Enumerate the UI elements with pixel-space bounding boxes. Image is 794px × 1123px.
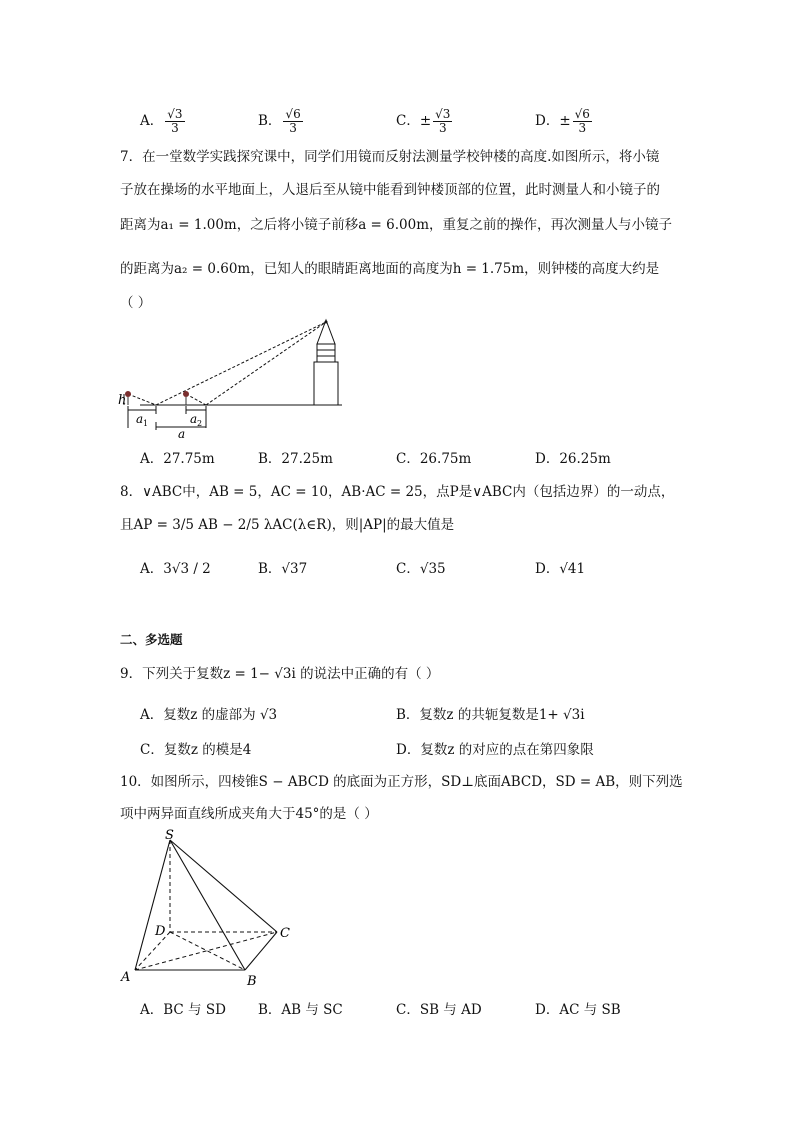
option-text: 27.75m	[163, 451, 215, 467]
q10-line-2: 项中两异面直线所成夹角大于45°的是（ ）	[120, 806, 378, 822]
denominator: 3	[171, 121, 179, 135]
numerator: √3	[435, 107, 451, 121]
q8-option-b	[258, 557, 307, 577]
q7-line-4: 的距离为a₂ = 0.60m，已知人的眼睛距离地面的高度为h = 1.75m，则钟楼的高度大约是	[120, 261, 660, 277]
label-a1-sub: 1	[143, 419, 149, 428]
option-text: √41	[559, 561, 586, 577]
option-letter: C．	[140, 742, 164, 758]
q8-line-2: 且AP = 3/5 AB − 2/5 λAC(λ∈R)，则|AP|的最大值是	[120, 517, 455, 533]
option-letter: B．	[258, 561, 282, 577]
option-text: 26.25m	[559, 451, 611, 467]
pyramid-hidden-edges	[135, 840, 277, 970]
option-letter: A．	[140, 113, 164, 129]
label-a1: a	[136, 412, 144, 426]
denominator: 3	[289, 121, 297, 135]
vertex-label-s: S	[165, 828, 174, 843]
option-letter: D．	[535, 451, 560, 467]
q10-line-1: 10．如图所示，四棱锥S − ABCD 的底面为正方形，SD⊥底面ABCD，SD = AB，则下列选	[120, 774, 683, 790]
q7-option-a	[140, 447, 215, 467]
fraction	[433, 108, 452, 135]
option-letter: A．	[140, 707, 164, 723]
option-text: √37	[281, 561, 308, 577]
numerator: √6	[285, 107, 301, 121]
q9-option-a	[140, 703, 277, 723]
q10-option-a	[140, 998, 226, 1018]
vertex-label-b: B	[247, 974, 257, 989]
person-2-icon	[183, 391, 189, 405]
q6-option-d	[535, 108, 592, 135]
option-text: 复数z 的模是4	[163, 742, 252, 758]
option-letter: D．	[396, 742, 421, 758]
q10-option-c	[396, 998, 482, 1018]
label-a2: a	[190, 412, 198, 426]
q7-line-5: （ ）	[120, 295, 152, 311]
option-text: 3√3 / 2	[163, 561, 211, 577]
option-letter: B．	[258, 451, 282, 467]
q6-option-a	[140, 108, 185, 135]
option-letter: B．	[396, 707, 420, 723]
option-letter: A．	[140, 1002, 164, 1018]
option-letter: C．	[396, 113, 420, 129]
option-prefix: ±	[559, 113, 571, 129]
q8-line-1: 8．∨ABC中，AB = 5，AC = 10，AB·AC = 25，点P是∨ABC内（包括边界）的一动点，	[120, 484, 675, 500]
q6-option-b	[258, 108, 303, 135]
option-letter: D．	[535, 113, 560, 129]
option-text: AC 与 SB	[559, 1002, 621, 1018]
option-letter: A．	[140, 451, 164, 467]
fraction	[283, 108, 302, 135]
numerator: √6	[574, 107, 590, 121]
q9-stem: 9．下列关于复数z = 1− √3i 的说法中正确的有（ ）	[120, 666, 440, 682]
option-letter: B．	[258, 1002, 282, 1018]
option-text: 复数z 的共轭复数是1+ √3i	[419, 707, 585, 723]
q9-option-c	[140, 738, 251, 758]
vertex-label-a: A	[121, 970, 131, 985]
q7-option-b	[258, 447, 333, 467]
label-a2-sub: 2	[197, 419, 203, 428]
label-h: h	[118, 393, 127, 408]
q10-pyramid-figure	[115, 825, 305, 990]
option-text: 27.25m	[281, 451, 333, 467]
q8-option-a	[140, 557, 211, 577]
q10-option-d	[535, 998, 621, 1018]
numerator: √3	[167, 107, 183, 121]
q9-option-d	[396, 738, 594, 758]
option-letter: D．	[535, 1002, 560, 1018]
denominator: 3	[438, 121, 447, 135]
q7-option-c	[396, 447, 471, 467]
sight-lines	[128, 322, 326, 405]
option-letter: C．	[396, 561, 420, 577]
fraction	[165, 108, 184, 135]
vertex-label-c: C	[280, 926, 290, 941]
q9-option-b	[396, 703, 585, 723]
option-text: AB 与 SC	[281, 1002, 343, 1018]
fraction	[573, 108, 592, 135]
option-letter: B．	[258, 113, 282, 129]
q8-option-d	[535, 557, 585, 577]
section-title: 二、多选题	[120, 632, 183, 647]
clock-tower	[314, 320, 338, 405]
q7-line-3: 距离为a₁ = 1.00m，之后将小镜子前移a = 6.00m，重复之前的操作，再次测量人与小镜子	[120, 217, 673, 233]
option-text: 26.75m	[419, 451, 472, 467]
q7-line-1: 7．在一堂数学实践探究课中，同学们用镜而反射法测量学校钟楼的高度.如图所示，将小镜	[120, 149, 660, 165]
option-text: 复数z 的虚部为 √3	[163, 707, 278, 723]
q10-option-b	[258, 998, 343, 1018]
q7-line-2: 子放在操场的水平地面上，人退后至从镜中能看到钟楼顶部的位置，此时测量人和小镜子的	[120, 182, 660, 198]
q7-option-d	[535, 447, 611, 467]
option-letter: C．	[396, 451, 420, 467]
vertex-label-d: D	[155, 924, 166, 939]
option-text: √35	[419, 561, 446, 577]
option-prefix: ±	[419, 113, 432, 129]
q7-figure	[110, 310, 360, 442]
option-letter: D．	[535, 561, 560, 577]
q8-option-c	[396, 557, 446, 577]
denominator: 3	[578, 121, 587, 135]
option-text: SB 与 AD	[419, 1002, 482, 1018]
option-text: BC 与 SD	[163, 1002, 226, 1018]
option-letter: C．	[396, 1002, 420, 1018]
label-a: a	[178, 427, 186, 441]
option-text: 复数z 的对应的点在第四象限	[420, 742, 594, 758]
option-letter: A．	[140, 561, 164, 577]
q6-option-c	[396, 108, 452, 135]
